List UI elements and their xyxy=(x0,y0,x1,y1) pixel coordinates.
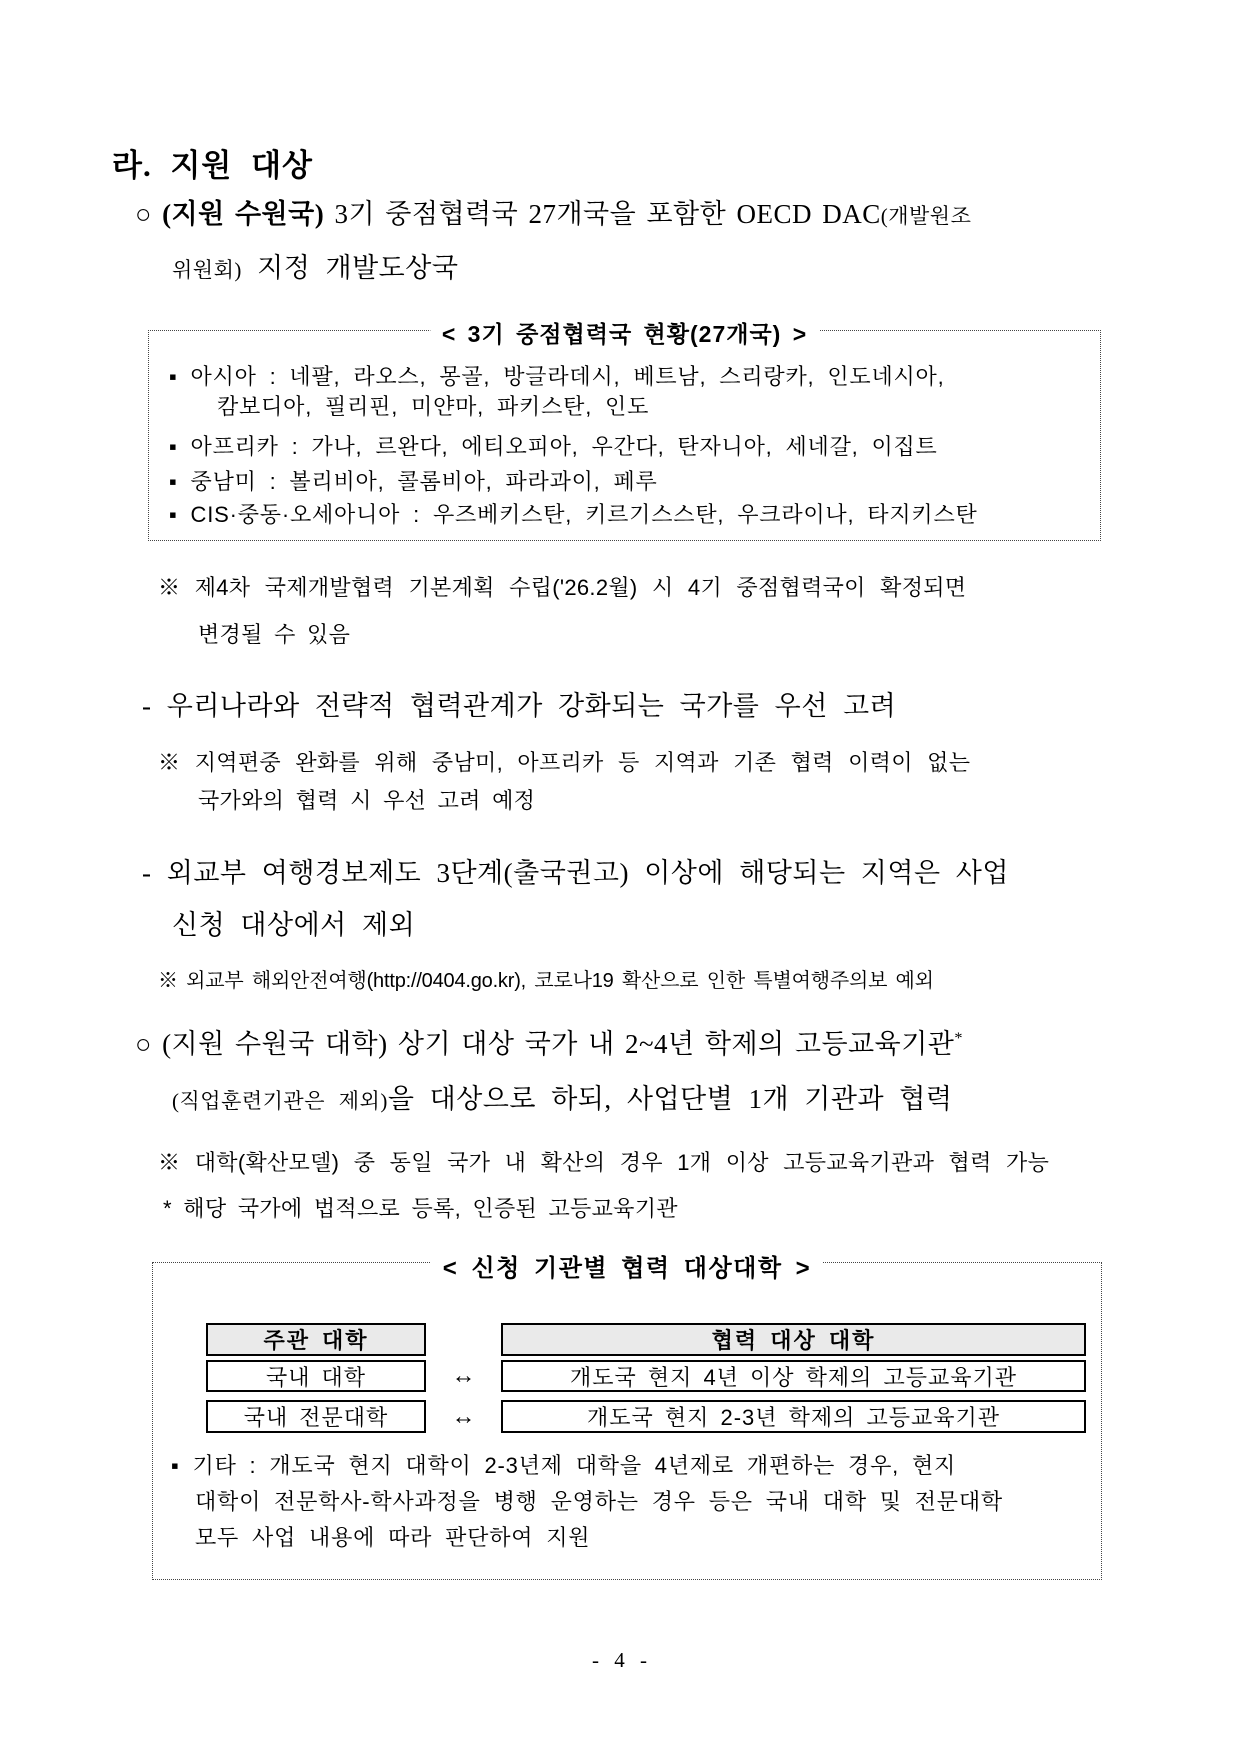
footnote-accredited-text: 해당 국가에 법적으로 등록, 인증된 고등교육기관 xyxy=(183,1196,678,1221)
etc-line1: ▪ 기타 : 개도국 현지 대학이 2-3년제 대학을 4년제로 개편하는 경우, 현지 xyxy=(171,1453,957,1478)
bullet-university-paren: (직업훈련기관은 제외) xyxy=(172,1089,388,1113)
note-expansion: ※ 대학(확산모델) 중 동일 국가 내 확산의 경우 1개 이상 고등교육기관과 협력 가능 xyxy=(158,1150,1050,1175)
table-row2-partner-cell: 개도국 현지 2-3년 학제의 고등교육기관 xyxy=(501,1400,1086,1433)
footnote-accredited xyxy=(163,1192,678,1223)
note-region-line1: ※ 지역편중 완화를 위해 중남미, 아프리카 등 지역과 기존 협력 이력이 없는 xyxy=(158,750,971,775)
bullet-university-line2 xyxy=(172,1077,952,1116)
bullet-university-text2: 을 대상으로 하되, 사업단별 1개 기관과 협력 xyxy=(387,1084,953,1114)
bullet-recipient-text2: 지정 개발도상국 xyxy=(257,253,459,283)
priority-africa-line: ▪ 아프리카 : 가나, 르완다, 에티오피아, 우간다, 탄자니아, 세네갈, 이집트 xyxy=(169,434,938,459)
priority-cis-line: ▪ CIS·중동·오세아니아 : 우즈베키스탄, 키르기스스탄, 우크라이나, 타지키스탄 xyxy=(169,502,978,527)
etc-line2: 대학이 전문학사-학사과정을 병행 운영하는 경우 등은 국내 대학 및 전문대학 xyxy=(195,1489,1003,1514)
table-row1-partner-cell: 개도국 현지 4년 이상 학제의 고등교육기관 xyxy=(501,1360,1086,1392)
bullet-recipient-line1 xyxy=(135,192,971,231)
bullet-recipient-line2 xyxy=(172,246,458,285)
table-row2-host-cell: 국내 전문대학 xyxy=(206,1400,426,1433)
note-region-line2: 국가와의 협력 시 우선 고려 예정 xyxy=(198,788,536,813)
priority-asia-line: ▪ 아시아 : 네팔, 라오스, 몽골, 방글라데시, 베트남, 스리랑카, 인도네시아, xyxy=(169,364,945,389)
priority-latam-line: ▪ 중남미 : 볼리비아, 콜롬비아, 파라과이, 페루 xyxy=(169,469,658,494)
bullet-university-line1 xyxy=(135,1022,963,1061)
left-right-arrow-icon: ↔ xyxy=(451,1402,476,1430)
priority-countries-box xyxy=(148,321,1101,541)
bullet-university-text1: (지원 수원국 대학) 상기 대상 국가 내 2~4년 학제의 고등교육기관 xyxy=(162,1029,955,1059)
priority-countries-box-title: < 3기 중점협력국 현황(27개국) > xyxy=(430,316,819,349)
table-row1-host-cell: 국내 대학 xyxy=(206,1360,426,1392)
section-heading: 라. 지원 대상 xyxy=(112,148,313,183)
bullet-recipient-paren1: (개발원조 xyxy=(880,204,972,228)
dash-travel-line1: - 외교부 여행경보제도 3단계(출국권고) 이상에 해당되는 지역은 사업 xyxy=(142,858,1009,888)
bullet-recipient-label: (지원 수원국) xyxy=(162,199,325,229)
priority-asia-line-wrap: 캄보디아, 필리핀, 미얀마, 파키스탄, 인도 xyxy=(217,394,650,419)
etc-line3: 모두 사업 내용에 따라 판단하여 지원 xyxy=(195,1525,591,1550)
dash-travel-line2: 신청 대상에서 제외 xyxy=(172,910,416,940)
partner-universities-box-title: < 신청 기관별 협력 대상대학 > xyxy=(431,1248,823,1283)
note-plan-line2: 변경될 수 있음 xyxy=(198,622,351,647)
bullet-recipient-paren2: 위원회) xyxy=(172,258,242,282)
page-number: - 4 - xyxy=(592,1648,648,1672)
left-right-arrow-icon: ↔ xyxy=(451,1362,476,1389)
partner-universities-box xyxy=(152,1255,1102,1580)
asterisk-superscript: * xyxy=(954,1029,963,1047)
circle-bullet-marker: ○ xyxy=(135,199,152,229)
note-travel-safety: ※ 외교부 해외안전여행(http://0404.go.kr), 코로나19 확산으로 인한 특별여행주의보 예외 xyxy=(158,970,934,992)
note-plan-line1: ※ 제4차 국제개발협력 기본계획 수립('26.2월) 시 4기 중점협력국이 확정되면 xyxy=(158,575,967,600)
dash-strategic-line: - 우리나라와 전략적 협력관계가 강화되는 국가를 우선 고려 xyxy=(142,691,897,721)
circle-bullet-marker: ○ xyxy=(135,1029,152,1059)
table-header-partner-university: 협력 대상 대학 xyxy=(501,1323,1086,1356)
bullet-recipient-text1: 3기 중점협력국 27개국을 포함한 OECD DAC xyxy=(334,199,881,229)
table-header-host-university: 주관 대학 xyxy=(206,1323,426,1356)
asterisk-marker: * xyxy=(163,1196,172,1221)
